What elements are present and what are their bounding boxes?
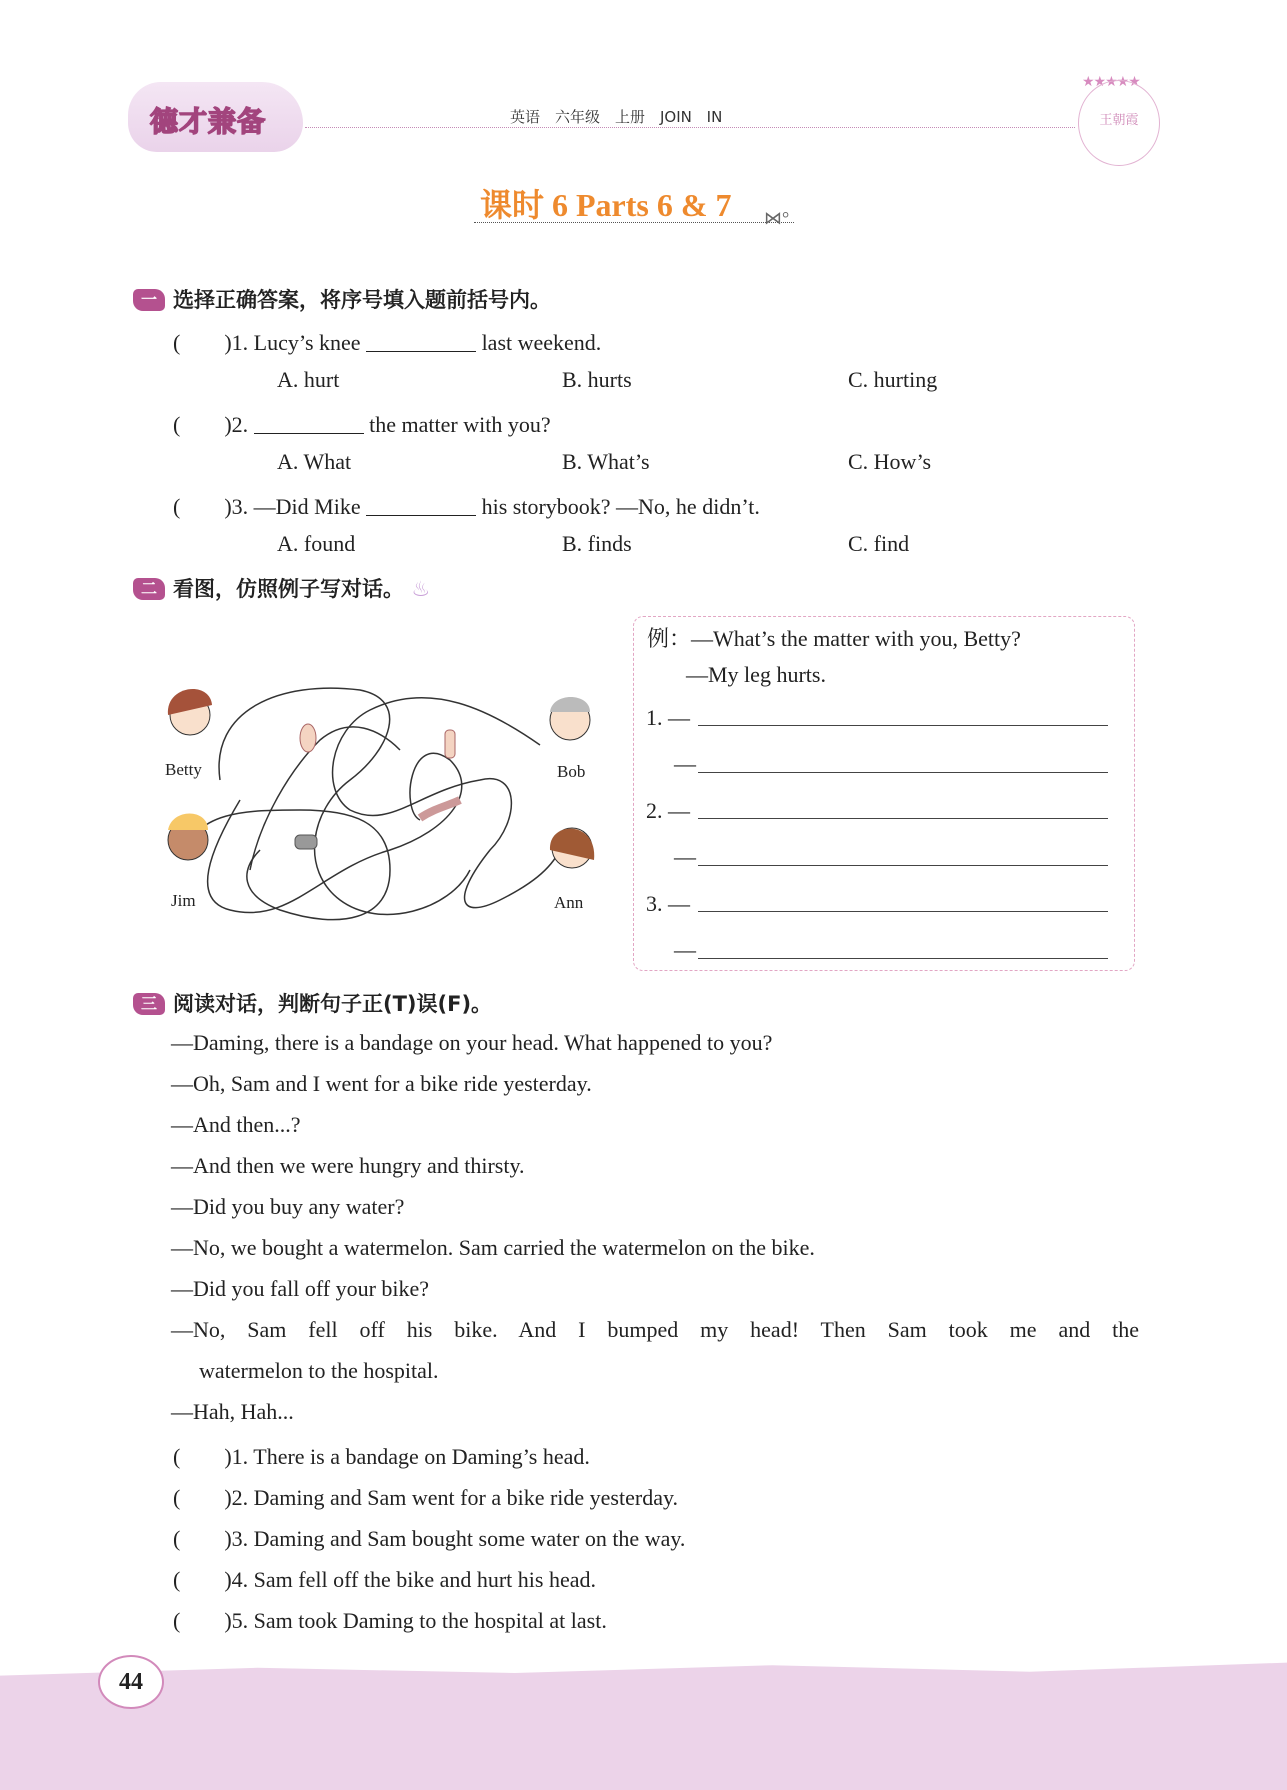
- stars-icon: ★★★★★: [1082, 75, 1140, 90]
- section2-heading: 二 看图，仿照例子写对话。 ♨: [133, 573, 430, 603]
- dialogue-line: —Daming, there is a bandage on your head. What happened to you?: [171, 1030, 773, 1055]
- dialogue-writing-box: [633, 616, 1135, 971]
- item-label: 3. —: [646, 891, 690, 916]
- avatar-bob: [550, 697, 590, 740]
- section3-heading: 三 阅读对话，判断句子正(T)误(F)。: [133, 988, 492, 1018]
- tf-statement[interactable]: ( )5. Sam took Daming to the hospital at last.: [173, 1608, 607, 1633]
- body-part-finger-icon: [445, 730, 455, 758]
- answer-line[interactable]: [698, 865, 1108, 866]
- dialogue-line: —No, Sam fell off his bike. And I bumped my head! Then Sam took me and the: [171, 1317, 1139, 1342]
- answer-line[interactable]: [698, 818, 1108, 819]
- brand-seal: 王朝霞: [1078, 80, 1160, 166]
- series-logo: 德才兼备: [128, 82, 303, 152]
- answer-line[interactable]: [698, 772, 1108, 773]
- lesson-title: 课时 6 Parts 6 & 7: [480, 187, 732, 223]
- q1-option-a[interactable]: A. hurt: [277, 367, 340, 392]
- dialogue-line: —Oh, Sam and I went for a bike ride yesterday.: [171, 1071, 592, 1096]
- q1-option-c[interactable]: C. hurting: [848, 367, 938, 392]
- page-number: 44: [98, 1655, 164, 1709]
- answer-blank[interactable]: [366, 334, 476, 352]
- footer-wave: [0, 1660, 1287, 1790]
- dialogue-line: —Hah, Hah...: [171, 1399, 294, 1424]
- example-question: 例：—What’s the matter with you, Betty?: [647, 626, 1021, 651]
- item-label: —: [674, 751, 696, 776]
- answer-blank[interactable]: [366, 498, 476, 516]
- answer-line[interactable]: [698, 958, 1108, 959]
- title-underline: [474, 222, 794, 223]
- dialogue-line: —No, we bought a watermelon. Sam carried the watermelon on the bike.: [171, 1235, 815, 1260]
- tf-statement[interactable]: ( )4. Sam fell off the bike and hurt his head.: [173, 1567, 596, 1592]
- body-part-ear-icon: [300, 724, 316, 752]
- name-betty: Betty: [165, 760, 202, 779]
- maze-illustration: [150, 670, 620, 930]
- lightbulb-icon: ♨: [411, 577, 431, 601]
- tf-statement[interactable]: ( )3. Daming and Sam bought some water on the way.: [173, 1526, 686, 1551]
- answer-line[interactable]: [698, 911, 1108, 912]
- dialogue-line: —Did you fall off your bike?: [171, 1276, 430, 1301]
- tf-statement[interactable]: ( )1. There is a bandage on Daming’s head.: [173, 1444, 590, 1469]
- header-divider: [305, 127, 1075, 128]
- q3-option-b[interactable]: B. finds: [562, 531, 632, 556]
- q2-option-b[interactable]: B. What’s: [562, 449, 650, 474]
- dialogue-line: watermelon to the hospital.: [199, 1358, 439, 1383]
- dialogue-line: —And then...?: [171, 1112, 301, 1137]
- tf-statement[interactable]: ( )2. Daming and Sam went for a bike ride yesterday.: [173, 1485, 679, 1510]
- name-ann: Ann: [554, 893, 584, 912]
- example-answer: —My leg hurts.: [686, 662, 826, 687]
- section1-heading: 一 选择正确答案，将序号填入题前括号内。: [133, 284, 551, 314]
- subject-label: 英语 六年级 上册 JOIN IN: [510, 108, 723, 126]
- dialogue-line: —And then we were hungry and thirsty.: [171, 1153, 525, 1178]
- answer-line[interactable]: [698, 725, 1108, 726]
- q2-option-a[interactable]: A. What: [277, 449, 352, 474]
- question-1: ( )1. Lucy’s knee last weekend.: [173, 330, 602, 355]
- q2-option-c[interactable]: C. How’s: [848, 449, 932, 474]
- maze-lines: [185, 688, 560, 920]
- name-bob: Bob: [557, 762, 586, 781]
- body-part-foot-icon: [295, 835, 317, 849]
- question-3: ( )3. —Did Mike his storybook? —No, he didn’t.: [173, 494, 760, 519]
- avatar-jim: [168, 814, 208, 861]
- avatar-ann: [550, 828, 594, 868]
- question-2: ( )2. the matter with you?: [173, 412, 551, 437]
- item-label: 2. —: [646, 798, 690, 823]
- item-label: —: [674, 844, 696, 869]
- q3-option-c[interactable]: C. find: [848, 531, 910, 556]
- q1-option-b[interactable]: B. hurts: [562, 367, 632, 392]
- avatar-betty: [168, 689, 212, 735]
- dialogue-line: —Did you buy any water?: [171, 1194, 405, 1219]
- item-label: —: [674, 937, 696, 962]
- fish-icon: ⋈°: [764, 208, 790, 228]
- answer-blank[interactable]: [254, 416, 364, 434]
- item-label: 1. —: [646, 705, 690, 730]
- name-jim: Jim: [171, 891, 196, 910]
- q3-option-a[interactable]: A. found: [277, 531, 356, 556]
